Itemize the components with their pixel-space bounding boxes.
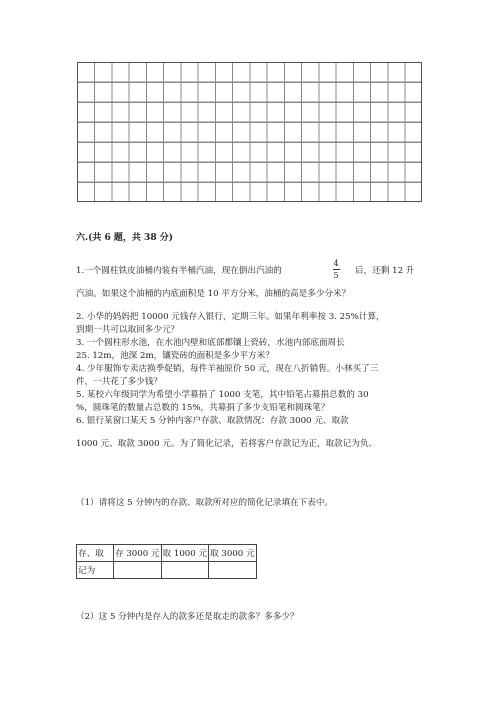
- table-row: [77, 545, 257, 562]
- table-answer-cell[interactable]: [209, 562, 257, 579]
- question-1-line-1a: 1.一个圆柱铁皮油桶内装有半桶汽油，现在倒出汽油的: [76, 266, 282, 276]
- record-table: [76, 544, 257, 579]
- question-6-line-2: 1000 元、取款 3000 元。为了简化记录，若将客户存款记为正，取款记为负。: [76, 439, 378, 449]
- question-5-line-1: 5. 某校六年级同学为希望小学募捐了 1000 支笔，其中铅笔占募捐总数的 30: [76, 390, 369, 400]
- table-row-label: 记为: [77, 562, 114, 579]
- answer-grid: [77, 62, 422, 202]
- fraction-numerator: 4: [333, 259, 339, 268]
- question-3-line-2: 25. 12m，池深 2m，镶瓷砖的面积是多少平方米？: [76, 351, 274, 361]
- question-1-line-1b: 后，还剩 12 升: [355, 266, 415, 276]
- question-6-line-1: 6. 银行某窗口某天 5 分钟内客户存款、取款情况：存款 3000 元、取款: [76, 416, 349, 426]
- question-2-line-2: 到期一共可以取回多少元？: [76, 325, 180, 335]
- table-answer-cell[interactable]: [161, 562, 209, 579]
- question-4-line-2: 件，一共花了多少钱？: [76, 377, 162, 387]
- fraction-denominator: 5: [333, 271, 339, 280]
- table-header-cell: 取 3000 元: [209, 545, 257, 562]
- sub-question-2: （2）这 5 分钟内是存入的款多还是取走的款多？多多少？: [76, 612, 299, 622]
- table-header-cell: 取 1000 元: [161, 545, 209, 562]
- section-title: 六.(共 6 题，共 38 分): [76, 233, 173, 243]
- table-row: [77, 562, 257, 579]
- table-header-cell: 存、取: [77, 545, 114, 562]
- question-2-line-1: 2. 小华的妈妈把 10000 元钱存入银行，定期三年。如果年利率按 3. 25%计算，: [76, 312, 385, 322]
- question-1-line-2: 汽油。如果这个油桶的内底面积是 10 平方分米，油桶的高是多少分米？: [76, 289, 351, 299]
- sub-question-1: （1）请将这 5 分钟内的存款、取款所对应的简化记录填在下表中。: [76, 498, 334, 508]
- table-answer-cell[interactable]: [114, 562, 162, 579]
- question-5-line-2: %，圆珠笔的数量占总数的 15%，共募捐了多少支铅笔和圆珠笔？: [76, 403, 330, 413]
- fraction: [330, 258, 342, 281]
- table-header-cell: 存 3000 元: [114, 545, 162, 562]
- question-3-line-1: 3. 一个圆柱形水池，在水池内壁和底部都镶上瓷砖，水池内部底面周长: [76, 338, 345, 348]
- question-4-line-1: 4. 少年服饰专卖店换季促销，每件羊袖原价 50 元，现在八折销售。小林买了三: [76, 364, 379, 374]
